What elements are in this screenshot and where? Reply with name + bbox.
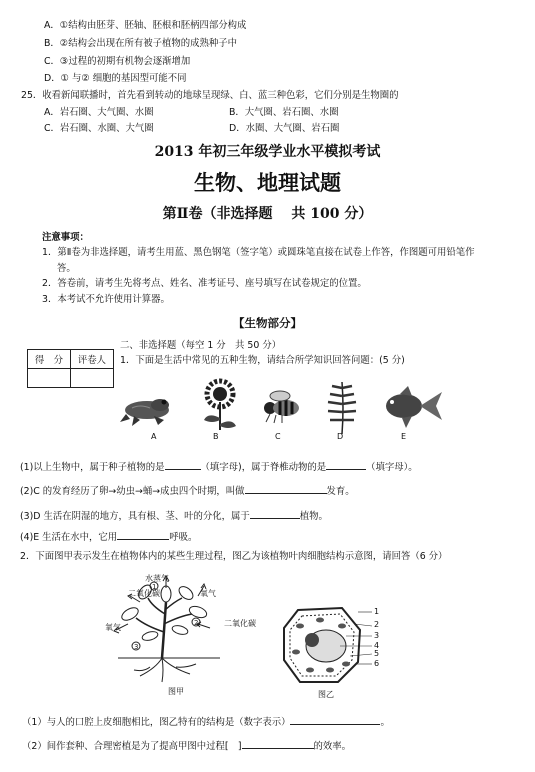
- q1-sub1-part-c: （填字母）。: [366, 462, 418, 473]
- score-header-points: 得 分: [28, 350, 71, 369]
- volume-title: 第Ⅱ卷（非选择题 共 100 分）: [162, 206, 373, 222]
- organism-label-b: B: [213, 432, 219, 441]
- q2-sub2-blank[interactable]: [242, 738, 314, 749]
- cell-label-2: 2: [374, 620, 380, 629]
- q1-sub4-part-b: 呼吸。: [169, 532, 198, 543]
- organism-label-d: D: [337, 432, 344, 441]
- subject-title: 生物、地理试题: [194, 170, 341, 195]
- q1-sub2-part-b: 发育。: [326, 486, 355, 497]
- q2-sub2-part-a: （2）间作套种、合理密植是为了提高甲图中过程[ ]: [22, 741, 242, 752]
- fig2-caption: 图乙: [318, 690, 334, 699]
- score-header-grader: 评卷人: [71, 350, 114, 369]
- goldfish-icon: [386, 386, 442, 428]
- label-oxygen-left: 氧气: [105, 623, 121, 632]
- option-b: B．②结构会出现在所有被子植物的成熟种子中: [44, 38, 237, 49]
- fern-icon: [328, 382, 356, 434]
- label-co2-left: 二氧化碳: [128, 589, 160, 598]
- cell-label-3: 3: [374, 631, 380, 640]
- notes-item-3: 3．本考试不允许使用计算器。: [42, 294, 170, 305]
- q2-stem: 2．下面图甲表示发生在植物体内的某些生理过程，图乙为该植物叶肉细胞结构示意图，请回答（6 分）: [20, 551, 448, 562]
- label-co2-right: 二氧化碳: [224, 619, 256, 628]
- notes-item-2: 2．答卷前，请考生先将考点、姓名、准考证号、座号填写在试卷规定的位置。: [42, 278, 367, 289]
- score-cell-grader[interactable]: [71, 369, 114, 388]
- q1-sub1-part-b: （填字母)，属于脊椎动物的是: [200, 462, 327, 473]
- q25-option-d: D．水圈、大气圈、岩石圈: [229, 123, 340, 134]
- q25-option-a: A．岩石圈、大气圈、水圈: [44, 107, 154, 118]
- q1-sub4: [20, 529, 197, 544]
- label-oxygen-top: 氧气: [200, 589, 216, 598]
- q1-sub1-part-a: (1)以上生物中，属于种子植物的是: [20, 462, 165, 473]
- svg-text:1: 1: [152, 583, 157, 591]
- option-a: A．①结构由胚芽、胚轴、胚根和胚柄四部分构成: [44, 20, 247, 31]
- q2-sub2: [22, 738, 351, 753]
- cell-label-1: 1: [374, 607, 380, 616]
- q1-sub3-part-a: (3)D 生活在阴湿的地方，具有根、茎、叶的分化，属于: [20, 511, 250, 522]
- cell-label-6: 6: [374, 659, 380, 668]
- q1-sub1-blank-2[interactable]: [326, 459, 366, 470]
- notes-item-1: 1．第Ⅱ卷为非选择题，请考生用蓝、黑色钢笔（签字笔）或圆珠笔直接在试卷上作答，作图题可用铅笔作: [42, 247, 475, 258]
- q1-sub3: [20, 508, 328, 523]
- q2-sub1: [22, 714, 390, 729]
- section-title: 【生物部分】: [233, 316, 302, 330]
- organisms-figure: [118, 378, 448, 436]
- organism-label-e: E: [401, 432, 407, 441]
- q1-sub1: [20, 459, 418, 474]
- q1-sub1-blank-1[interactable]: [165, 459, 201, 470]
- q1-sub3-part-b: 植物。: [299, 511, 328, 522]
- q1-sub2: [20, 483, 355, 498]
- option-c: C．③过程的初期有机物会逐渐增加: [44, 56, 191, 67]
- fig1-caption: 图甲: [168, 687, 184, 696]
- organism-label-c: C: [275, 432, 281, 441]
- q1-sub2-blank[interactable]: [245, 483, 327, 494]
- q25-stem: 25．收看新闻联播时，首先看到转动的地球呈现绿、白、蓝三种色彩，它们分别是生物圈的: [21, 90, 399, 101]
- q25-option-b: B．大气圈、岩石圈、水圈: [229, 107, 339, 118]
- frog-icon: [120, 399, 169, 426]
- cell-label-4: 4: [374, 641, 380, 650]
- cell-label-5: 5: [374, 649, 380, 658]
- cell-diagram: [280, 604, 380, 688]
- notes-item-1-cont: 答。: [57, 263, 76, 274]
- svg-text:2: 2: [194, 619, 199, 627]
- bee-icon: [264, 391, 299, 423]
- q2-sub1-part-b: 。: [380, 717, 390, 728]
- score-table: [27, 349, 114, 388]
- part-title: 二、非选择题（每空 1 分 共 50 分）: [120, 340, 282, 351]
- q1-stem: 1．下面是生活中常见的五种生物，请结合所学知识回答问题：(5 分): [120, 355, 405, 366]
- q1-sub3-blank[interactable]: [250, 508, 300, 519]
- exam-title: 2013 年初三年级学业水平模拟考试: [154, 144, 381, 160]
- option-d: D．① 与② 细胞的基因型可能不同: [44, 73, 187, 84]
- organism-label-a: A: [151, 432, 157, 441]
- score-cell-points[interactable]: [28, 369, 71, 388]
- q1-sub2-part-a: (2)C 的发育经历了卵→幼虫→蛹→成虫四个时期，叫做: [20, 486, 245, 497]
- q1-sub4-part-a: (4)E 生活在水中，它用: [20, 532, 118, 543]
- q2-sub2-part-b: 的效率。: [313, 741, 352, 752]
- sunflower-icon: [204, 381, 236, 430]
- q1-sub4-blank[interactable]: [117, 529, 169, 540]
- svg-text:3: 3: [134, 643, 139, 651]
- notes-heading: 注意事项：: [42, 232, 89, 243]
- q2-sub1-blank[interactable]: [290, 714, 380, 725]
- label-water-vapor: 水蒸气: [145, 574, 169, 583]
- q25-option-c: C．岩石圈、水圈、大气圈: [44, 123, 154, 134]
- q2-sub1-part-a: （1）与人的口腔上皮细胞相比，图乙特有的结构是（数字表示）: [22, 717, 291, 728]
